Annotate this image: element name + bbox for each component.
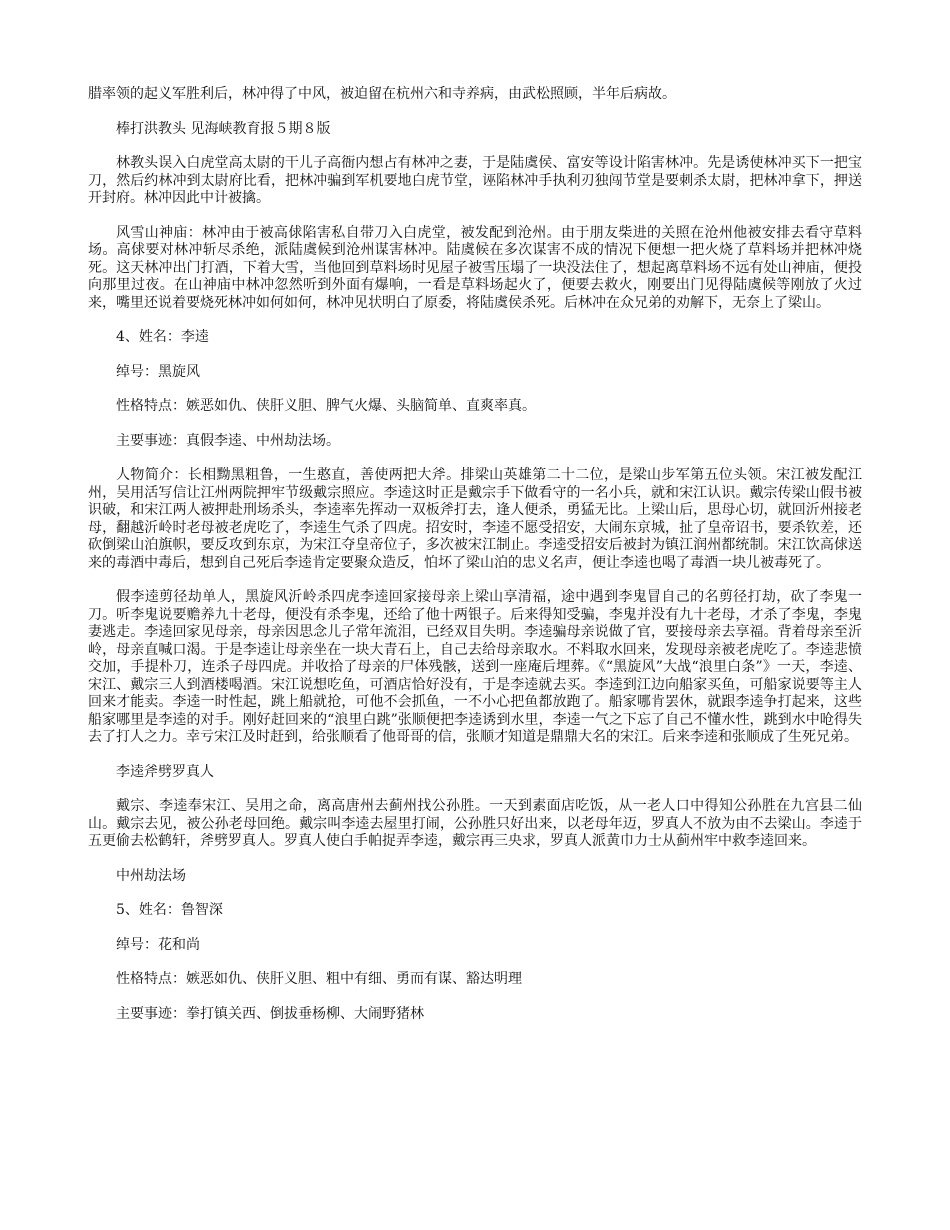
- paragraph-jia-li-kui: 假李逵剪径劫单人，黑旋风沂岭杀四虎李逵回家接母亲上梁山享清福，途中遇到李鬼冒自己的名剪径打劫，砍了李鬼一刀。听李鬼说要赡养九十老母，便没有杀李鬼，还给了他十两银子。后来得知受骗，李鬼并没有九十老母，才杀了李鬼，李鬼妻逃走。李逵回家见母亲，母亲因思念儿子常年流泪，已经双目失明。李逵骗母亲说做了官，要接母亲去享福。背着母亲至沂岭，母亲直喊口渴。于是李逵让母亲坐在一块大青石上，自己去给母亲取水。不料取水回来，发现母亲被老虎吃了。李逵悲愤交加，手提朴刀，连杀子母四虎。并收拾了母亲的尸体残骸，送到一座庵后埋葬。《“黑旋风”大战“浪里白条”》一天，李逵、宋江、戴宗三人到酒楼喝酒。宋江说想吃鱼，可酒店恰好没有，于是李逵就去买。李逵到江边向船家买鱼，可船家说要等主人回来才能卖。李逵一时性起，跳上船就抢，可他不会抓鱼，一不小心把鱼都放跑了。船家哪肯罢休，就跟李逵争打起来，这些船家哪里是李逵的对手。刚好赶回来的“浪里白跳”张顺便把李逵诱到水里，李逵一气之下忘了自己不懂水性，跳到水中呛得失去了打人之力。幸亏宋江及时赶到，给张顺看了他哥哥的信，张顺才知道是鼎鼎大名的宋江。后来李逵和张顺成了生死兄弟。: [88, 589, 862, 745]
- section-heading-jie-fa-chang: 中州劫法场: [116, 867, 186, 884]
- section-heading-fu-pi: 李逵斧劈罗真人: [116, 763, 214, 780]
- item-traits-lu-zhi-shen: 性格特点：嫉恶如仇、侠肝义胆、粗中有细、勇而有谋、豁达明理: [116, 971, 522, 987]
- paragraph-continuation: 腊率领的起义军胜利后，林冲得了中风，被迫留在杭州六和寺养病，由武松照顾，半年后病故。: [88, 86, 676, 102]
- item-name-li-kui: 4、姓名：李逵: [116, 329, 209, 345]
- paragraph-fu-pi-luo-zhen-ren: 戴宗、李逵奉宋江、吴用之命，离高唐州去蓟州找公孙胜。一天到素面店吃饭，从一老人口中得知公孙胜在九宫县二仙山。戴宗去见，被公孙老母回绝。戴宗叫李逵去屋里打闹，公孙胜只好出来，以老母年迈，罗真人不放为由不去梁山。李逵于五更偷去松鹤轩，斧劈罗真人。罗真人使白手帕捉弄李逵，戴宗再三央求，罗真人派黄巾力士从蓟州牢中救李逵回来。: [88, 798, 862, 849]
- item-deeds-lu-zhi-shen: 主要事迹：拳打镇关西、倒拔垂杨柳、大闹野猪林: [116, 1005, 424, 1022]
- paragraph-lin-chong-bai-hu-tang: 林教头误入白虎堂高太尉的干儿子高衙内想占有林冲之妻，于是陆虞侯、富安等设计陷害林冲。先是诱使林冲买下一把宝刀，然后约林冲到太尉府比看，把林冲骗到军机要地白虎节堂，诬陷林冲手执利刃独闯节堂是要刺杀太尉，把林冲拿下，押送开封府。林冲因此中计被擒。: [88, 155, 862, 206]
- item-nickname-lu-zhi-shen: 绰号：花和尚: [116, 936, 200, 953]
- section-heading-bang-da: 棒打洪教头 见海峡教育报５期８版: [116, 120, 331, 137]
- paragraph-li-kui-intro: 人物简介：长相黝黑粗鲁，一生憨直，善使两把大斧。排梁山英雄第二十二位，是梁山步军第五位头领。宋江被发配江州，吴用活写信让江州两院押牢节级戴宗照应。李逵这时正是戴宗手下做看守的一名小兵，就和宋江认识。戴宗传梁山假书被识破，和宋江两人被押赴刑场杀头，李逵率先挥动一双板斧打去，逢人便杀，勇猛无比。上梁山后，思母心切，就回沂州接老母，翻越沂岭时老母被老虎吃了，李逵生气杀了四虎。招安时，李逵不愿受招安，大闹东京城，扯了皇帝诏书，要杀钦差，还砍倒梁山泊旗帜，要反攻到东京，为宋江夺皇帝位子，多次被宋江制止。李逵受招安后被封为镇江润州都统制。宋江饮高俅送来的毒酒中毒后，想到自己死后李逵肯定要聚众造反，怕坏了梁山泊的忠义名声，便让李逵也喝了毒酒一块儿被毒死了。: [88, 467, 862, 571]
- document-page: [88, 86, 862, 1023]
- item-traits-li-kui: 性格特点：嫉恶如仇、侠肝义胆、脾气火爆、头脑简单、直爽率真。: [116, 398, 536, 414]
- item-deeds-li-kui: 主要事迹：真假李逵、中州劫法场。: [116, 432, 340, 449]
- item-name-lu-zhi-shen: 5、姓名：鲁智深: [116, 902, 223, 918]
- item-nickname-li-kui: 绰号：黑旋风: [116, 363, 200, 380]
- paragraph-feng-xue-shan-shen-miao: 风雪山神庙：林冲由于被高俅陷害私自带刀入白虎堂，被发配到沧州。由于朋友柴进的关照在沧州他被安排去看守草料场。高俅要对林冲斩尽杀绝，派陆虞候到沧州谋害林冲。陆虞候在多次谋害不成的情况下便想一把火烧了草料场并把林冲烧死。这天林冲出门打酒，下着大雪，当他回到草料场时见屋子被雪压塌了一块没法住了，想起离草料场不远有处山神庙，便投向那里过夜。在山神庙中林冲忽然听到外面有爆响，一看是草料场起火了，便要去救火，刚要出门见得陆虞候等刚放了火过来，嘴里还说着要烧死林冲如何如何，林冲见状明白了原委，将陆虞侯杀死。后林冲在众兄弟的劝解下，无奈上了梁山。: [88, 224, 862, 311]
